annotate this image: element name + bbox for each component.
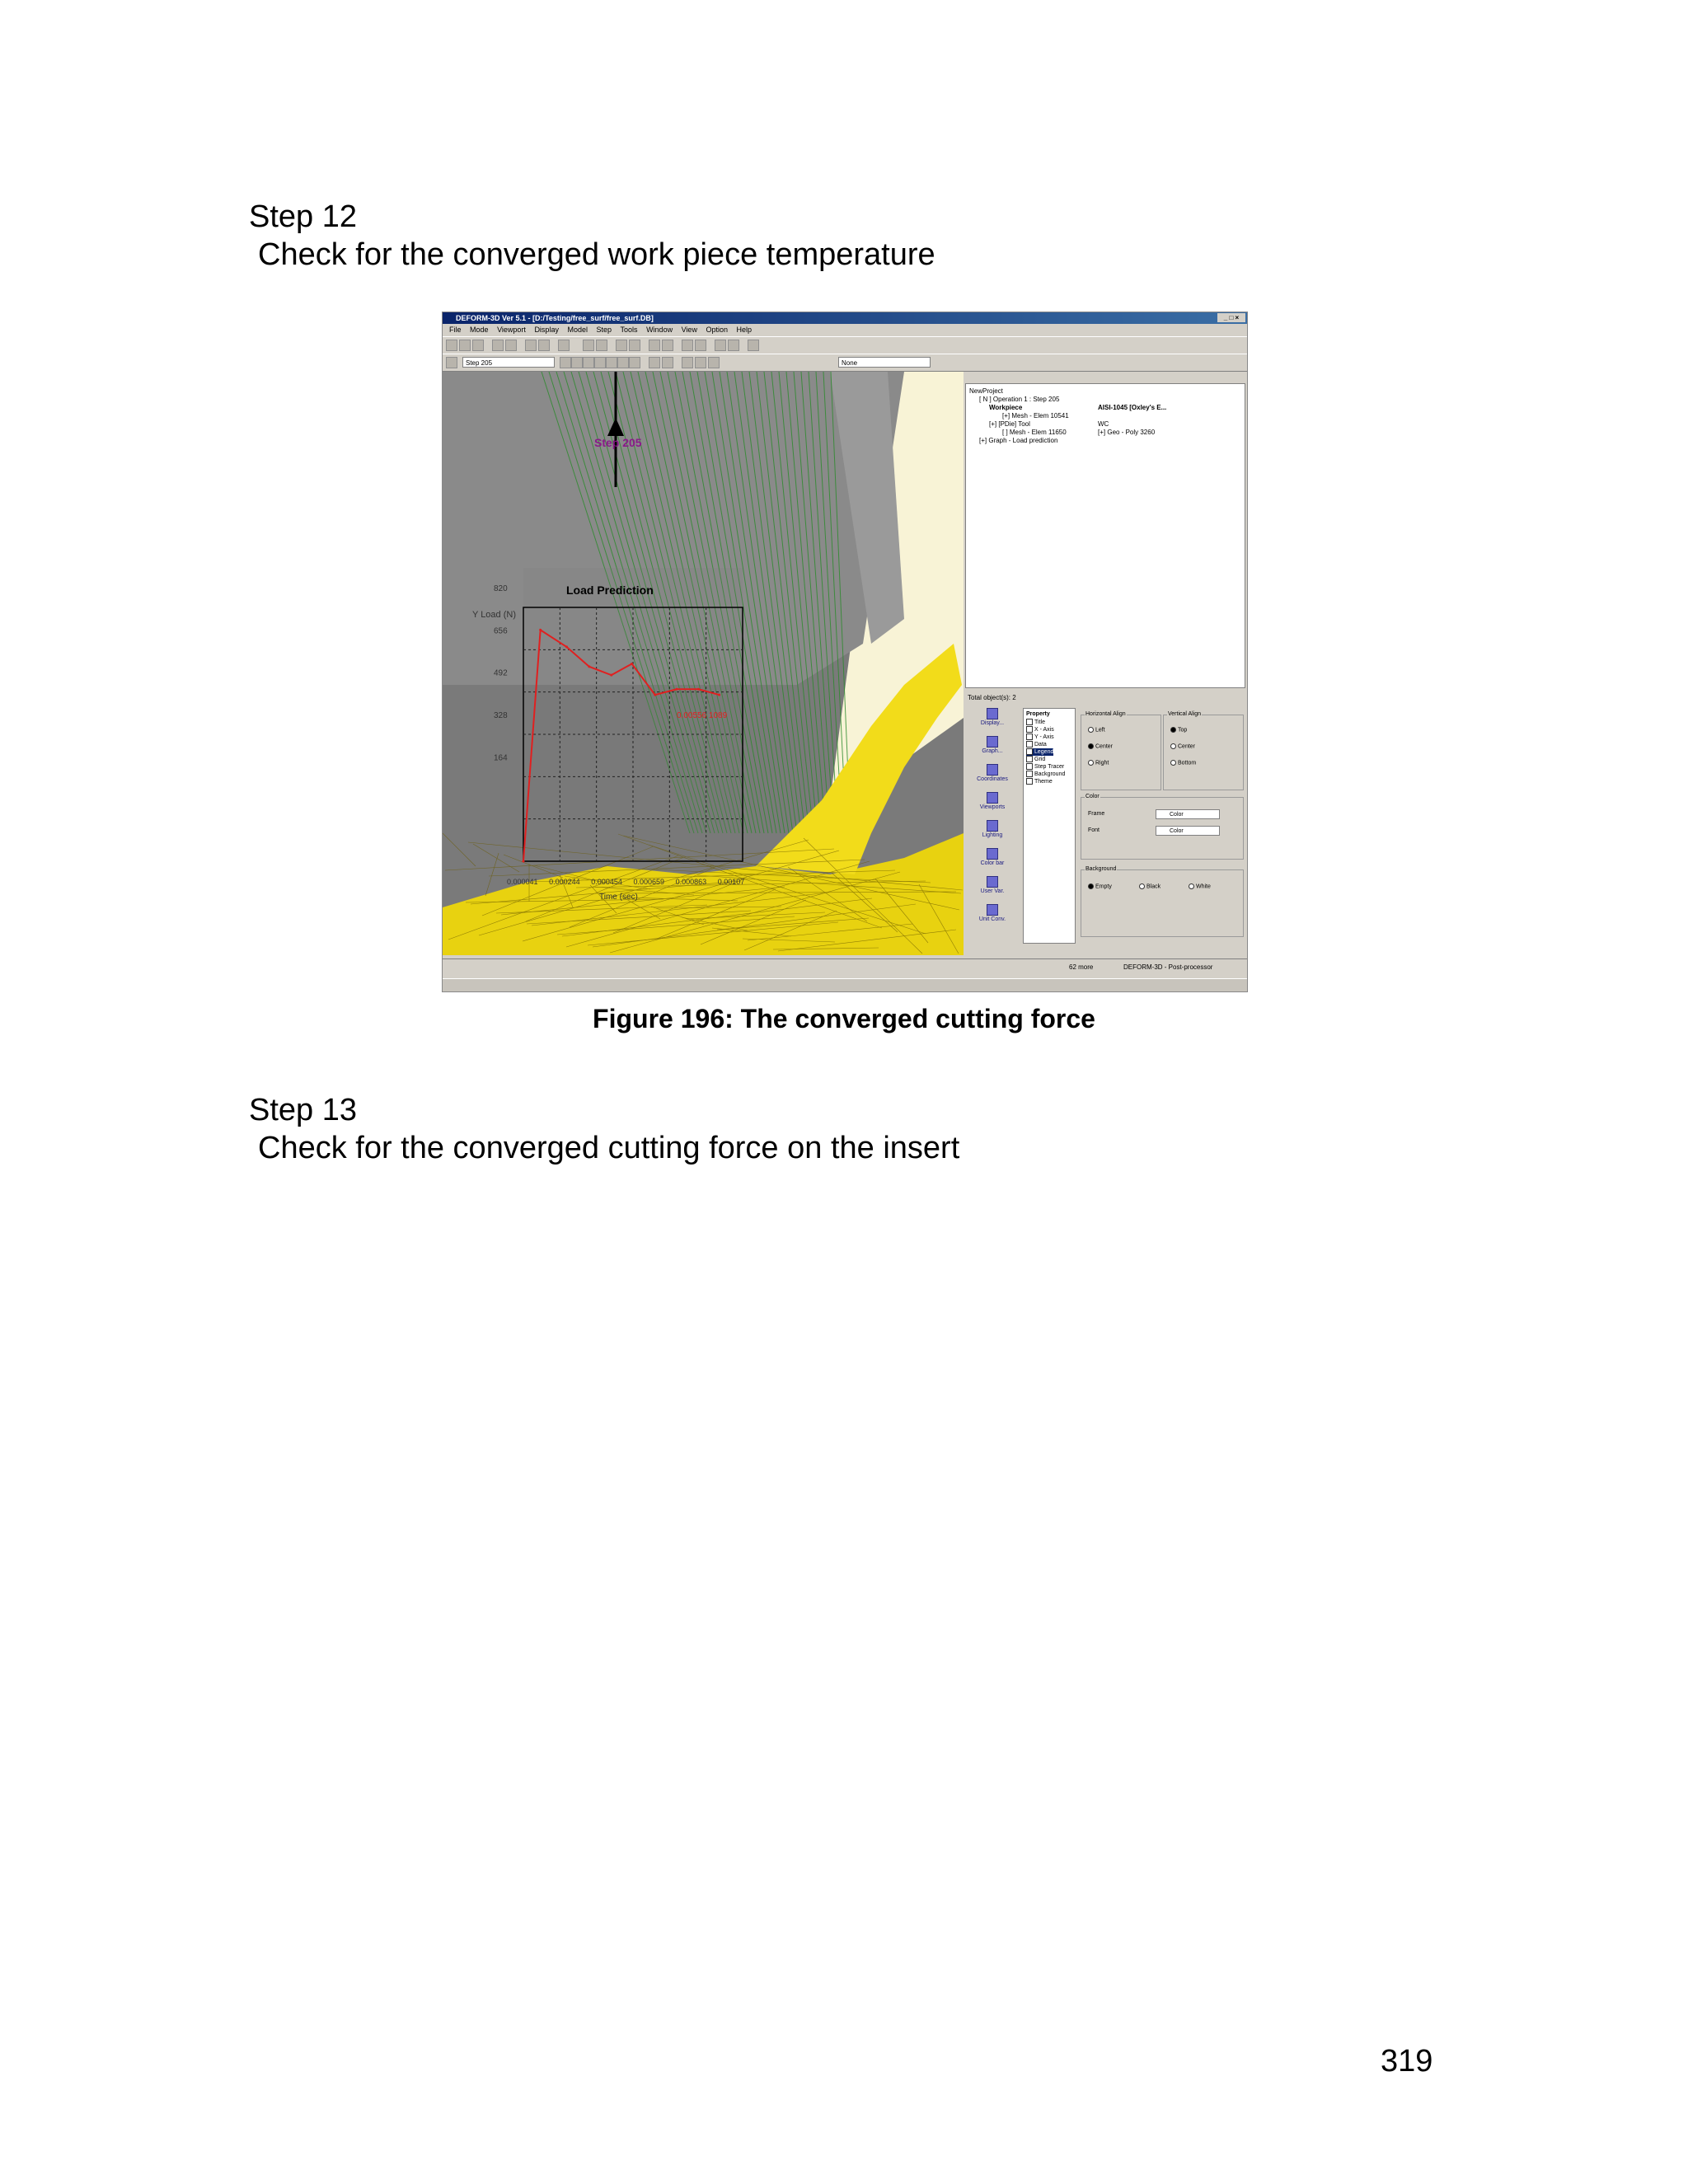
chart-xtick: 0.000454	[591, 878, 622, 886]
bg-white[interactable]: White	[1189, 883, 1211, 889]
property-title[interactable]: Title	[1026, 719, 1045, 726]
chart-point	[565, 645, 568, 648]
chart-point	[588, 665, 590, 668]
status-app: DEFORM-3D - Post-processor	[1123, 963, 1213, 971]
play-icon[interactable]	[606, 357, 617, 368]
zoom-icon[interactable]	[616, 340, 627, 351]
chart-ytick: 656	[494, 626, 508, 636]
status-bar	[443, 958, 1247, 977]
checkbox-icon	[1026, 719, 1033, 725]
viewport-icon[interactable]	[492, 340, 504, 351]
object-count-bar	[965, 691, 1245, 705]
slice-icon[interactable]	[682, 357, 693, 368]
frame-color-select[interactable]: Color	[1156, 809, 1220, 819]
paste-icon[interactable]	[538, 340, 550, 351]
step12-heading: Step 12	[249, 199, 357, 234]
checkbox-icon	[1026, 726, 1033, 733]
tree-root[interactable]: NewProject	[969, 387, 1003, 395]
valign-bottom[interactable]: Bottom	[1170, 760, 1196, 766]
step-combo[interactable]: Step 205	[462, 357, 555, 368]
status-memory: 62 more	[1069, 963, 1094, 971]
chart-xtick: 0.000863	[675, 878, 707, 886]
tree-operation[interactable]: [ N ] Operation 1 : Step 205	[979, 396, 1060, 403]
object-tree[interactable]	[965, 383, 1245, 688]
chart-point	[631, 663, 633, 665]
chart-ytick: 820	[494, 584, 508, 593]
chart-ytick: 492	[494, 668, 508, 678]
tree-tool-material[interactable]: WC	[1098, 420, 1109, 428]
halign-center[interactable]: Center	[1088, 743, 1113, 749]
viewports-icon	[987, 792, 998, 804]
property-step-tracer[interactable]: Step Tracer	[1026, 763, 1064, 771]
menu-bar	[443, 324, 1247, 335]
horizontal-align-group: Horizontal Align Left Center Right	[1081, 715, 1161, 790]
flow-net-icon[interactable]	[662, 357, 673, 368]
color-bar-button[interactable]: Color bar	[965, 848, 1020, 866]
chart-title: Load Prediction	[566, 583, 654, 597]
display-button[interactable]: Display...	[965, 708, 1020, 726]
display-icon	[987, 708, 998, 719]
color-bar-icon	[987, 848, 998, 860]
chart-xtick: 0.00107	[717, 878, 745, 886]
undo-icon[interactable]	[558, 340, 570, 351]
step12-description: Check for the converged work piece temperature	[258, 237, 935, 272]
save-icon[interactable]	[459, 340, 471, 351]
background-group: Background Empty Black White	[1081, 869, 1244, 937]
tree-wp-mesh[interactable]: [+] Mesh - Elem 10541	[1002, 412, 1069, 419]
vertical-align-group: Vertical Align Top Center Bottom	[1163, 715, 1244, 790]
checkbox-icon	[1026, 748, 1033, 755]
step-toolbar	[443, 354, 1247, 372]
step-annotation: Step 205	[594, 436, 642, 449]
main-toolbar	[443, 336, 1247, 354]
page-number: 319	[1381, 2044, 1433, 2079]
radio-icon	[1170, 727, 1176, 733]
chart-point	[697, 688, 700, 691]
figure-caption: Figure 196: The converged cutting force	[593, 1004, 1095, 1033]
menu-mode[interactable]: Mode	[470, 326, 489, 334]
property-theme[interactable]: Theme	[1026, 778, 1053, 785]
coordinates-icon	[987, 764, 998, 776]
property-background[interactable]: Background	[1026, 771, 1065, 778]
checkbox-icon	[1026, 778, 1033, 785]
chart-xtick: 0.000659	[633, 878, 665, 886]
prev-step-icon[interactable]	[571, 357, 583, 368]
user-var-icon	[987, 876, 998, 888]
window-controls[interactable]: _ □ ×	[1217, 313, 1245, 322]
radio-icon	[1189, 883, 1194, 889]
menu-file[interactable]: File	[449, 326, 462, 334]
checkbox-icon	[1026, 733, 1033, 740]
radio-icon	[1170, 743, 1176, 749]
property-area	[965, 706, 1245, 950]
chart-xtick: 0.000244	[549, 878, 580, 886]
property-x-axis[interactable]: X - Axis	[1026, 726, 1054, 733]
step13-description: Check for the converged cutting force on the insert	[258, 1131, 960, 1165]
property-header: Property	[1026, 711, 1050, 717]
viewports-button[interactable]: Viewports	[965, 792, 1020, 810]
view-icon[interactable]	[662, 340, 673, 351]
graph-button[interactable]: Graph...	[965, 736, 1020, 754]
right-panel	[965, 372, 1247, 955]
property-data[interactable]: Data	[1026, 741, 1047, 748]
menu-tools[interactable]: Tools	[620, 326, 638, 334]
chart-xlabel: Time (sec)	[599, 893, 638, 902]
graph-icon[interactable]	[682, 340, 693, 351]
chart-point	[539, 629, 542, 631]
chart-ytick: 328	[494, 711, 508, 720]
measure-icon[interactable]	[715, 340, 726, 351]
menu-model[interactable]: Model	[567, 326, 588, 334]
font-label: Font	[1088, 827, 1100, 833]
checkbox-icon	[1026, 763, 1033, 770]
stop-icon[interactable]	[594, 357, 606, 368]
variable-combo[interactable]: None	[838, 357, 931, 368]
chart-point	[718, 694, 720, 696]
tree-tool-mesh[interactable]: [ ] Mesh - Elem 11650	[1002, 429, 1067, 436]
chart-legend: 0.00556 1089	[677, 711, 728, 720]
chart-ylabel: Y Load (N)	[472, 610, 516, 620]
last-step-icon[interactable]	[629, 357, 640, 368]
coordinates-button[interactable]: Coordinates	[965, 764, 1020, 782]
menu-window[interactable]: Window	[646, 326, 673, 334]
radio-icon	[1088, 883, 1094, 889]
tree-tool-geo[interactable]: [+] Geo - Poly 3260	[1098, 429, 1156, 436]
checkbox-icon	[1026, 741, 1033, 748]
radio-icon	[1170, 760, 1176, 766]
radio-icon	[1088, 727, 1094, 733]
bg-empty[interactable]: Empty	[1088, 883, 1112, 889]
radio-icon	[1139, 883, 1145, 889]
point-tracking-icon[interactable]	[695, 357, 706, 368]
copy-icon[interactable]	[525, 340, 537, 351]
fit-icon[interactable]	[596, 340, 607, 351]
menu-option[interactable]: Option	[706, 326, 728, 334]
settings-icon[interactable]	[505, 340, 517, 351]
font-color-select[interactable]: Color	[1156, 826, 1220, 836]
next-step-icon[interactable]	[617, 357, 629, 368]
pointer-icon[interactable]	[446, 357, 457, 368]
chart-point	[675, 688, 678, 691]
window-title: DEFORM-3D Ver 5.1 - [D:/Testing/free_surf/free_surf.DB]	[456, 314, 654, 322]
pan-icon[interactable]	[629, 340, 640, 351]
property-list	[1023, 708, 1076, 944]
open-icon[interactable]	[446, 340, 457, 351]
property-y-axis[interactable]: Y - Axis	[1026, 733, 1054, 741]
first-step-icon[interactable]	[560, 357, 571, 368]
menu-viewport[interactable]: Viewport	[497, 326, 526, 334]
window-titlebar	[443, 312, 1247, 324]
halign-left[interactable]: Left	[1088, 727, 1105, 733]
graphics-viewport[interactable]	[443, 372, 964, 955]
lighting-button[interactable]: Lighting	[965, 820, 1020, 838]
deform-screenshot	[442, 312, 1248, 992]
load-stroke-icon[interactable]	[708, 357, 720, 368]
graph-icon	[987, 736, 998, 748]
radio-icon	[1088, 760, 1094, 766]
tree-material[interactable]: AISI-1045 [Oxley's E...	[1098, 404, 1167, 411]
menu-view[interactable]: View	[681, 326, 697, 334]
checkbox-icon	[1026, 756, 1033, 762]
step13-heading: Step 13	[249, 1093, 357, 1127]
user-var-button[interactable]: User Var.	[965, 876, 1020, 894]
unit-conv-button[interactable]: Unit Conv.	[965, 904, 1020, 922]
tree-graph[interactable]: [+] Graph - Load prediction	[979, 437, 1058, 444]
print-icon[interactable]	[472, 340, 484, 351]
chart-point	[610, 674, 612, 677]
property-icons	[965, 706, 1020, 945]
menu-help[interactable]: Help	[736, 326, 753, 334]
total-objects: Total object(s): 2	[968, 694, 1016, 701]
valign-top[interactable]: Top	[1170, 727, 1187, 733]
valign-center[interactable]: Center	[1170, 743, 1195, 749]
checkbox-icon	[1026, 771, 1033, 777]
chart-xtick: 0.000041	[507, 878, 538, 886]
chart-point	[654, 694, 656, 696]
tree-tool[interactable]: [+] [PDie] Tool	[989, 420, 1030, 428]
state-variable-icon[interactable]	[649, 357, 660, 368]
bg-black[interactable]: Black	[1139, 883, 1160, 889]
chart-ytick: 164	[494, 753, 508, 763]
rotate-icon[interactable]	[649, 340, 660, 351]
menu-display[interactable]: Display	[534, 326, 559, 334]
radio-icon	[1088, 743, 1094, 749]
play-back-icon[interactable]	[583, 357, 594, 368]
select-icon[interactable]	[728, 340, 739, 351]
layer-icon[interactable]	[583, 340, 594, 351]
menu-step[interactable]: Step	[596, 326, 612, 334]
halign-right[interactable]: Right	[1088, 760, 1109, 766]
taskbar	[443, 978, 1247, 992]
viewport-scene	[443, 372, 964, 955]
chart-icon[interactable]	[695, 340, 706, 351]
color-group: Color Frame Color Font Color	[1081, 797, 1244, 860]
unit-conv-icon	[987, 904, 998, 916]
tree-workpiece[interactable]: Workpiece	[989, 404, 1023, 411]
chart-point	[523, 860, 525, 863]
property-legend[interactable]: Legend	[1026, 748, 1053, 756]
lighting-icon	[987, 820, 998, 832]
frame-label: Frame	[1088, 811, 1105, 817]
property-grid[interactable]: Grid	[1026, 756, 1045, 763]
help-icon[interactable]	[748, 340, 759, 351]
